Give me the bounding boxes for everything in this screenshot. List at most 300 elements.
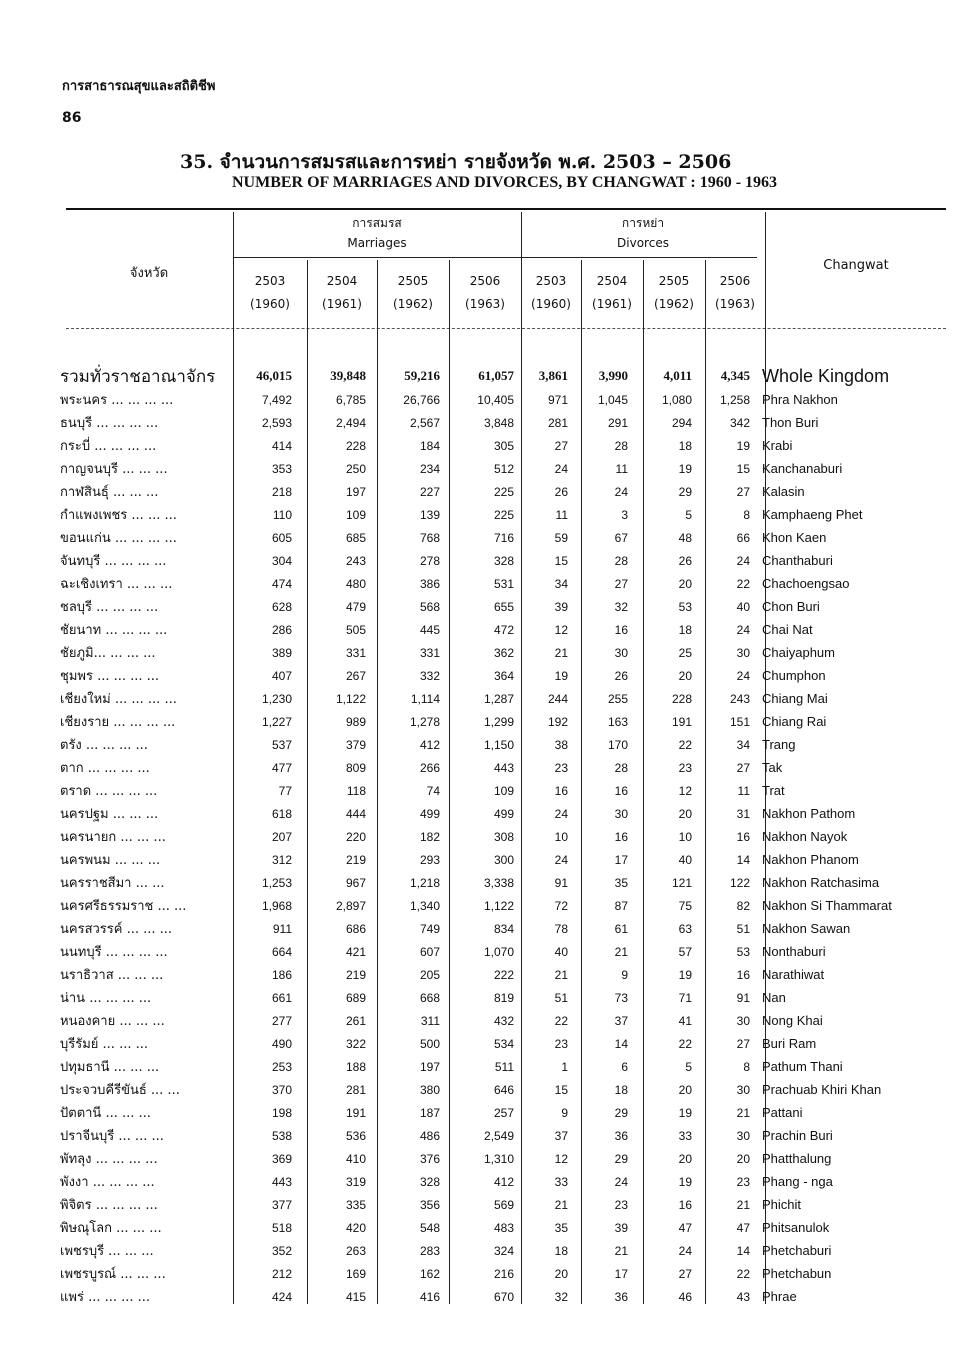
table-row [60,802,946,825]
table-row [60,986,946,1009]
header-divorces-thai: การหย่า [621,216,665,230]
marriages-cell: 443 [271,1174,292,1189]
divorces-cell: 39 [554,599,568,614]
marriages-cell: 186 [271,967,292,982]
table-row [60,618,946,641]
marriages-cell: 505 [345,622,366,637]
header-bottom-rule [66,328,946,329]
marriages-cell: 286 [271,622,292,637]
divorces-cell: 18 [614,1082,628,1097]
divorces-cell: 971 [547,392,568,407]
divorces-cell: 66 [736,530,750,545]
changwat-thai: นครปฐม ... ... ... [60,807,159,822]
marriages-cell: 191 [345,1105,366,1120]
changwat-english: Krabi [762,438,793,453]
year-be-d1: 2503 [535,274,567,288]
divorces-cell: 18 [678,622,692,637]
divorces-cell: 40 [678,852,692,867]
header-marriages-english: Marriages [347,236,407,250]
marriages-cell: 716 [493,530,514,545]
marriages-cell: 410 [345,1151,366,1166]
divorces-cell: 29 [678,484,692,499]
marriages-cell: 328 [493,553,514,568]
running-title: การสาธารณสุขและสถิติชีพ [62,79,216,94]
marriages-cell: 1,253 [261,875,292,890]
marriages-cell: 834 [493,921,514,936]
changwat-english: Nakhon Si Thammarat [762,898,892,913]
marriages-cell: 809 [345,760,366,775]
divorces-cell: 67 [614,530,628,545]
divorces-cell: 27 [554,438,568,453]
changwat-thai: ประจวบคีรีขันธ์ ... ... [60,1083,180,1098]
marriages-cell: 59,216 [404,368,440,383]
divorces-cell: 23 [736,1174,750,1189]
marriages-cell: 353 [271,461,292,476]
marriages-cell: 228 [345,438,366,453]
changwat-english: Nakhon Pathom [762,806,856,821]
changwat-thai: กระบี่ ... ... ... ... [60,439,157,454]
marriages-cell: 222 [493,967,514,982]
divorces-cell: 21 [554,645,568,660]
marriages-cell: 74 [426,783,440,798]
divorces-cell: 20 [554,1266,568,1281]
divorces-cell: 23 [554,1036,568,1051]
divorces-cell: 16 [736,829,750,844]
table-row [60,1032,946,1055]
marriages-cell: 412 [419,737,440,752]
divorces-cell: 27 [736,484,750,499]
marriages-cell: 477 [271,760,292,775]
divorces-cell: 53 [678,599,692,614]
marriages-cell: 261 [345,1013,366,1028]
table-row [60,848,946,871]
divorces-cell: 1,080 [661,392,692,407]
marriages-cell: 500 [419,1036,440,1051]
marriages-cell: 187 [419,1105,440,1120]
marriages-cell: 278 [419,553,440,568]
changwat-english: Tak [762,760,783,775]
marriages-cell: 490 [271,1036,292,1051]
divorces-cell: 4,345 [720,368,750,383]
changwat-english: Chai Nat [762,622,813,637]
divorces-cell: 10 [554,829,568,844]
changwat-thai: พิจิตร ... ... ... ... [60,1198,158,1213]
changwat-thai: ตาก ... ... ... ... [60,761,150,776]
divorces-cell: 24 [736,622,750,637]
changwat-thai: พิษณุโลก ... ... ... [60,1221,162,1236]
marriages-cell: 2,897 [335,898,366,913]
changwat-english: Chon Buri [762,599,820,614]
changwat-thai: นครราชสีมา ... ... [60,876,165,891]
changwat-thai: ชัยนาท ... ... ... ... [60,623,168,638]
changwat-thai: บุรีรัมย์ ... ... ... [60,1037,148,1052]
changwat-thai: เชียงราย ... ... ... ... [60,715,176,730]
marriages-cell: 432 [493,1013,514,1028]
marriages-cell: 2,549 [483,1128,514,1143]
marriages-cell: 109 [345,507,366,522]
marriages-cell: 225 [493,507,514,522]
changwat-english: Chiang Mai [762,691,828,706]
divorces-cell: 33 [678,1128,692,1143]
table-row [60,641,946,664]
divorces-cell: 30 [736,1128,750,1143]
table-row [60,756,946,779]
divorces-cell: 170 [607,737,628,752]
table-row [60,1147,946,1170]
marriages-cell: 483 [493,1220,514,1235]
divorces-cell: 16 [614,829,628,844]
divorces-cell: 32 [554,1289,568,1304]
marriages-cell: 670 [493,1289,514,1304]
marriages-cell: 443 [493,760,514,775]
marriages-cell: 197 [419,1059,440,1074]
year-ad-d3: (1962) [654,297,694,311]
marriages-cell: 324 [493,1243,514,1258]
divorces-cell: 11 [737,783,750,798]
marriages-cell: 300 [493,852,514,867]
divorces-cell: 29 [614,1105,628,1120]
changwat-english: Narathiwat [762,967,825,982]
divorces-cell: 46 [678,1289,692,1304]
marriages-cell: 819 [493,990,514,1005]
divorces-cell: 4,011 [663,368,692,383]
divorces-cell: 28 [614,438,628,453]
changwat-thai: เพชรบุรี ... ... ... [60,1244,154,1259]
marriages-cell: 386 [419,576,440,591]
changwat-english: Nonthaburi [762,944,826,959]
marriages-cell: 7,492 [261,392,292,407]
year-be-m2: 2504 [326,274,358,288]
divorces-cell: 87 [614,898,628,913]
marriages-cell: 480 [345,576,366,591]
divorces-cell: 3,861 [538,368,568,383]
divorces-cell: 19 [678,1105,692,1120]
marriages-cell: 2,593 [261,415,292,430]
divorces-cell: 16 [554,783,568,798]
divorces-cell: 73 [614,990,628,1005]
table-row [60,503,946,526]
divorces-cell: 57 [678,944,692,959]
changwat-english: Pathum Thani [762,1059,843,1074]
divorces-cell: 192 [547,714,568,729]
marriages-cell: 1,122 [335,691,366,706]
year-ad-m2: (1961) [322,297,362,311]
divorces-cell: 34 [554,576,568,591]
marriages-cell: 444 [345,806,366,821]
marriages-cell: 2,567 [409,415,440,430]
changwat-thai: ชุมพร ... ... ... ... [60,669,160,684]
marriages-cell: 536 [345,1128,366,1143]
changwat-thai: ตราด ... ... ... ... [60,784,158,799]
marriages-cell: 322 [345,1036,366,1051]
marriages-cell: 234 [419,461,440,476]
marriages-cell: 118 [346,783,366,798]
changwat-english: Chumphon [762,668,826,683]
table-row [60,1101,946,1124]
marriages-cell: 407 [271,668,292,683]
divorces-cell: 19 [554,668,568,683]
changwat-thai: ปัตตานี ... ... ... [60,1106,151,1121]
divorces-cell: 16 [736,967,750,982]
marriages-cell: 415 [345,1289,366,1304]
divorces-cell: 59 [554,530,568,545]
table-row [60,1078,946,1101]
changwat-thai: เพชรบูรณ์ ... ... ... [60,1267,166,1282]
changwat-thai: นครพนม ... ... ... [60,853,161,868]
marriages-cell: 1,122 [483,898,514,913]
divorces-cell: 91 [736,990,750,1005]
year-be-m1: 2503 [254,274,286,288]
divorces-cell: 40 [554,944,568,959]
marriages-cell: 474 [271,576,292,591]
divorces-cell: 78 [554,921,568,936]
marriages-cell: 26,766 [403,392,440,407]
table-row [60,388,946,411]
header-changwat-thai: จังหวัด [129,266,169,281]
divorces-cell: 15 [554,1082,568,1097]
changwat-thai: กำแพงเพชร ... ... ... [60,508,177,523]
divorces-cell: 30 [736,645,750,660]
divorces-cell: 21 [736,1197,750,1212]
divorces-cell: 11 [555,507,568,522]
divorces-cell: 51 [736,921,750,936]
marriages-cell: 46,015 [256,368,292,383]
year-ad-d2: (1961) [592,297,632,311]
rule-under-marriages [233,257,521,258]
header-marriages-thai: การสมรส [352,216,402,230]
marriages-cell: 537 [271,737,292,752]
divorces-cell: 27 [678,1266,692,1281]
divorces-cell: 14 [736,852,750,867]
marriages-cell: 420 [345,1220,366,1235]
divorces-cell: 11 [615,461,628,476]
divorces-cell: 294 [671,415,692,430]
changwat-english: Chiang Rai [762,714,827,729]
table-row [60,434,946,457]
marriages-cell: 10,405 [477,392,514,407]
top-rule [66,208,946,210]
changwat-thai: กาฬสินธุ์ ... ... ... [60,485,159,500]
marriages-cell: 305 [493,438,514,453]
divorces-cell: 22 [736,1266,750,1281]
marriages-cell: 257 [493,1105,514,1120]
year-ad-m4: (1963) [465,297,505,311]
changwat-thai: หนองคาย ... ... ... [60,1014,165,1029]
marriages-cell: 689 [345,990,366,1005]
divorces-cell: 31 [736,806,750,821]
divorces-cell: 24 [554,806,568,821]
year-be-d4: 2506 [719,274,751,288]
divorces-cell: 244 [547,691,568,706]
marriages-cell: 182 [419,829,440,844]
marriages-cell: 3,338 [483,875,514,890]
table-row [60,710,946,733]
divorces-cell: 3 [621,507,628,522]
divorces-cell: 9 [621,967,628,982]
table-row [60,1262,946,1285]
changwat-english: Nakhon Nayok [762,829,848,844]
divorces-cell: 23 [614,1197,628,1212]
changwat-english: Pattani [762,1105,803,1120]
divorces-cell: 5 [685,1059,692,1074]
marriages-cell: 499 [419,806,440,821]
changwat-english: Phetchabun [762,1266,832,1281]
changwat-english: Phrae [762,1289,797,1304]
marriages-cell: 109 [493,783,514,798]
divorces-cell: 12 [554,1151,568,1166]
divorces-cell: 8 [743,1059,750,1074]
marriages-cell: 377 [271,1197,292,1212]
marriages-cell: 61,057 [478,368,514,383]
marriages-cell: 283 [419,1243,440,1258]
marriages-cell: 77 [278,783,292,798]
changwat-thai: นครนายก ... ... ... [60,830,166,845]
changwat-thai: รวมทั่วราชอาณาจักร [60,366,216,387]
divorces-cell: 27 [736,760,750,775]
changwat-thai: พัทลุง ... ... ... ... [60,1152,158,1167]
table-row [60,779,946,802]
divorces-cell: 122 [729,875,750,890]
marriages-cell: 212 [271,1266,292,1281]
divorces-cell: 30 [614,645,628,660]
divorces-cell: 228 [671,691,692,706]
table-title-thai: 35. จำนวนการสมรสและการหย่า รายจังหวัด พ.ศ. 2503 – 2506 [180,151,732,173]
table-row [60,1124,946,1147]
marriages-cell: 685 [345,530,366,545]
table-row [60,526,946,549]
divorces-cell: 20 [678,806,692,821]
divorces-cell: 281 [547,415,568,430]
marriages-cell: 1,299 [483,714,514,729]
marriages-cell: 331 [345,645,366,660]
year-be-m4: 2506 [469,274,501,288]
divorces-cell: 24 [736,668,750,683]
changwat-english: Prachuab Khiri Khan [762,1082,882,1097]
table-row [60,1170,946,1193]
marriages-cell: 243 [345,553,366,568]
divorces-cell: 291 [607,415,628,430]
table-row [60,871,946,894]
marriages-cell: 110 [272,507,292,522]
table-row [60,963,946,986]
table-row [60,733,946,756]
divorces-cell: 22 [736,576,750,591]
marriages-cell: 162 [419,1266,440,1281]
year-ad-m3: (1962) [393,297,433,311]
marriages-cell: 618 [271,806,292,821]
table-row [60,664,946,687]
divorces-cell: 47 [736,1220,750,1235]
divorces-cell: 24 [554,461,568,476]
divorces-cell: 24 [614,1174,628,1189]
marriages-cell: 479 [345,599,366,614]
marriages-cell: 169 [345,1266,366,1281]
table-row [60,894,946,917]
marriages-cell: 568 [419,599,440,614]
marriages-cell: 379 [345,737,366,752]
divorces-cell: 30 [736,1082,750,1097]
divorces-cell: 48 [678,530,692,545]
marriages-cell: 911 [272,921,292,936]
marriages-cell: 1,968 [261,898,292,913]
page-number: 86 [62,110,82,126]
marriages-cell: 1,230 [261,691,292,706]
changwat-english: Whole Kingdom [762,365,890,386]
divorces-cell: 19 [678,967,692,982]
divorces-cell: 14 [614,1036,628,1051]
divorces-cell: 53 [736,944,750,959]
changwat-thai: ปราจีนบุรี ... ... ... [60,1129,164,1144]
marriages-cell: 184 [419,438,440,453]
changwat-english: Chaiyaphum [762,645,835,660]
divorces-cell: 21 [554,967,568,982]
divorces-cell: 15 [736,461,750,476]
divorces-cell: 22 [678,1036,692,1051]
changwat-english: Prachin Buri [762,1128,833,1143]
marriages-cell: 266 [419,760,440,775]
changwat-thai: นนทบุรี ... ... ... ... [60,945,168,960]
divorces-cell: 14 [736,1243,750,1258]
divorces-cell: 26 [614,668,628,683]
table-row [60,825,946,848]
marriages-cell: 308 [493,829,514,844]
divorces-cell: 342 [729,415,750,430]
marriages-cell: 486 [419,1128,440,1143]
table-title-english: NUMBER OF MARRIAGES AND DIVORCES, BY CHANGWAT : 1960 - 1963 [232,174,778,191]
table-row [60,1009,946,1032]
divorces-cell: 20 [678,1082,692,1097]
changwat-thai: ชัยภูมิ... ... ... ... [60,646,156,661]
year-be-m3: 2505 [397,274,429,288]
marriages-cell: 424 [271,1289,292,1304]
divorces-cell: 37 [554,1128,568,1143]
divorces-cell: 30 [736,1013,750,1028]
marriages-cell: 518 [271,1220,292,1235]
marriages-cell: 319 [345,1174,366,1189]
changwat-english: Nakhon Ratchasima [762,875,880,890]
marriages-cell: 304 [271,553,292,568]
changwat-thai: ปทุมธานี ... ... ... [60,1060,160,1075]
divorces-cell: 6 [621,1059,628,1074]
marriages-cell: 277 [271,1013,292,1028]
changwat-thai: ขอนแก่น ... ... ... ... [60,531,177,546]
divorces-cell: 12 [554,622,568,637]
marriages-cell: 227 [419,484,440,499]
divorces-cell: 17 [614,852,628,867]
marriages-cell: 207 [271,829,292,844]
marriages-cell: 534 [493,1036,514,1051]
marriages-cell: 267 [345,668,366,683]
divorces-cell: 33 [554,1174,568,1189]
marriages-cell: 499 [493,806,514,821]
changwat-english: Nong Khai [762,1013,823,1028]
divorces-cell: 23 [554,760,568,775]
changwat-english: Kanchanaburi [762,461,843,476]
marriages-cell: 205 [419,967,440,982]
divorces-cell: 21 [614,944,628,959]
divorces-cell: 36 [614,1289,628,1304]
divorces-cell: 47 [678,1220,692,1235]
divorces-cell: 75 [678,898,692,913]
marriages-cell: 646 [493,1082,514,1097]
marriages-cell: 352 [271,1243,292,1258]
changwat-thai: ตรัง ... ... ... ... [60,738,148,753]
divorces-cell: 24 [614,484,628,499]
header-changwat-english: Changwat [823,258,889,273]
divorces-cell: 16 [614,783,628,798]
divorces-cell: 24 [554,852,568,867]
marriages-cell: 331 [419,645,440,660]
